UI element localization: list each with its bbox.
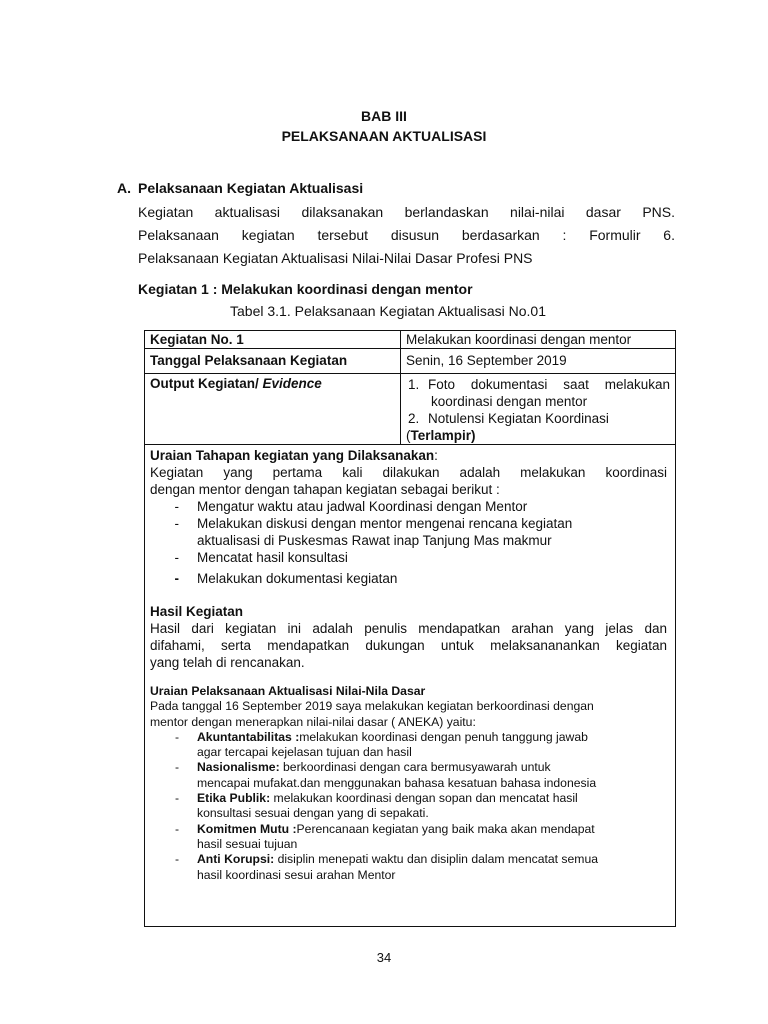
nilai-term: Komitmen Mutu : [197, 821, 297, 836]
attachment-note: Terlampir) [410, 428, 476, 443]
nilai-intro: mentor dengan menerapkan nilai-nilai dasar ( ANEKA) yaitu: [150, 714, 476, 729]
nilai-term: Etika Publik: [197, 791, 271, 806]
nilai-text: Perencanaan kegiatan yang baik maka akan mendapat [296, 821, 595, 836]
list-item: - Komitmen Mutu :Perencanaan kegiatan yang baik maka akan mendapat hasil sesuai tujuan [150, 822, 667, 853]
output-item-text: Foto dokumentasi saat melakukan [428, 377, 670, 392]
kegiatan-no-value: Melakukan koordinasi dengan mentor [401, 331, 676, 349]
paragraph-line: Kegiatan aktualisasi dilaksanakan berlandaskan nilai-nilai dasar PNS. [138, 204, 675, 220]
list-item: - Mengatur waktu atau jadwal Koordinasi dengan Mentor [174, 499, 528, 514]
list-item: - Melakukan dokumentasi kegiatan [174, 571, 398, 586]
list-item: - Melakukan diskusi dengan mentor mengenai rencana kegiatan aktualisasi di Puskesmas Rawat inap Tanjung Mas makmur [150, 515, 667, 549]
list-item: - Akuntantabilitas :melakukan koordinasi dengan penuh tanggung jawab agar tercapai kejelasan tujuan dan hasil [150, 730, 667, 761]
section-paragraph [138, 201, 675, 270]
table-row [145, 374, 676, 445]
table-row [145, 445, 676, 927]
uraian-intro: dengan mentor dengan tahapan kegiatan sebagai berikut : [150, 482, 500, 497]
section-letter: A. [117, 180, 131, 196]
chapter-number: BAB III [361, 108, 407, 124]
nilai-term: Anti Korupsi: [197, 852, 275, 867]
hasil-heading: Hasil Kegiatan [150, 604, 244, 619]
nilai-text: mencapai mufakat.dan menggunakan bahasa kesatuan bahasa indonesia [197, 775, 597, 790]
output-label-evidence: Evidence [262, 376, 322, 391]
table-row [145, 331, 676, 349]
uraian-heading: Uraian Tahapan kegiatan yang Dilaksanakan [150, 448, 435, 463]
output-label-text: Output Kegiatan/ [150, 376, 263, 391]
step-text: Mencatat hasil konsultasi [197, 550, 348, 565]
nilai-heading: Uraian Pelaksanaan Aktualisasi Nilai-Nila Dasar [150, 684, 426, 698]
list-item: - Nasionalisme: berkoordinasi dengan cara bermusyawarah untuk mencapai mufakat.dan menggunakan bahasa kesatuan bahasa indonesia [150, 760, 667, 791]
nilai-text: hasil koordinasi sesui arahan Mentor [197, 867, 396, 882]
tanggal-label: Tanggal Pelaksanaan Kegiatan [145, 349, 401, 374]
nilai-intro: Pada tanggal 16 September 2019 saya melakukan kegiatan berkoordinasi dengan [150, 699, 594, 714]
output-item [406, 376, 670, 393]
nilai-text: berkoordinasi dengan cara bermusyawarah untuk [279, 760, 551, 775]
step-text: Melakukan dokumentasi kegiatan [197, 571, 398, 586]
uraian-steps [150, 498, 667, 587]
paragraph-line: Pelaksanaan Kegiatan Aktualisasi Nilai-Nilai Dasar Profesi PNS [138, 250, 533, 266]
table-row [145, 349, 676, 374]
output-item [406, 410, 670, 427]
nilai-text: agar tercapai kejelasan tujuan dan hasil [197, 745, 412, 760]
nilai-text: konsultasi sesuai dengan yang di sepakati. [197, 806, 429, 821]
section-title: Pelaksanaan Kegiatan Aktualisasi [138, 180, 364, 196]
list-item: - Mencatat hasil konsultasi [174, 550, 348, 565]
chapter-title: PELAKSANAAN AKTUALISASI [281, 128, 487, 144]
uraian-heading-colon: : [434, 448, 438, 463]
nilai-term: Akuntantabilitas : [197, 729, 300, 744]
uraian-intro: Kegiatan yang pertama kali dilakukan adalah melakukan koordinasi [150, 465, 667, 480]
output-item-text: Notulensi Kegiatan Koordinasi [428, 411, 609, 426]
list-item: - Anti Korupsi: disiplin menepati waktu dan disiplin dalam mencatat semua hasil koordinasi sesui arahan Mentor [150, 852, 667, 883]
kegiatan-heading: Kegiatan 1 : Melakukan koordinasi dengan mentor [138, 281, 473, 297]
paragraph-line: Pelaksanaan kegiatan tersebut disusun berdasarkan : Formulir 6. [138, 227, 675, 243]
kegiatan-no-label: Kegiatan No. 1 [145, 331, 401, 349]
step-text: Melakukan diskusi dengan mentor mengenai rencana kegiatan aktualisasi di Puskesmas Rawat inap Tanjung Mas makmur [197, 516, 573, 548]
hasil-text: Hasil dari kegiatan ini adalah penulis mendapatkan arahan yang jelas dan [150, 621, 667, 636]
uraian-cell [145, 445, 676, 927]
nilai-text: disiplin menepati waktu dan disiplin dalam mencatat semua [274, 852, 599, 867]
nilai-term: Nasionalisme: [197, 760, 280, 775]
nilai-list [150, 730, 667, 883]
output-item-text: koordinasi dengan mentor [431, 394, 588, 409]
activity-table [144, 330, 676, 927]
hasil-text: difahami, serta mendapatkan dukungan untuk melaksananankan kegiatan [150, 638, 667, 653]
nilai-text: hasil sesuai tujuan [197, 836, 298, 851]
hasil-text: yang telah di rencanakan. [150, 655, 305, 670]
nilai-text: melakukan koordinasi dengan sopan dan mencatat hasil [270, 791, 578, 806]
attachment-paren: ( [406, 428, 411, 443]
step-text: Mengatur waktu atau jadwal Koordinasi dengan Mentor [197, 499, 528, 514]
tanggal-value: Senin, 16 September 2019 [401, 349, 676, 374]
output-item-number: 1. [408, 377, 420, 392]
page-number: 34 [376, 950, 392, 965]
output-label [145, 374, 401, 445]
output-value [401, 374, 676, 445]
list-item: - Etika Publik: melakukan koordinasi dengan sopan dan mencatat hasil konsultasi sesuai dengan yang di sepakati. [150, 791, 667, 822]
nilai-text: melakukan koordinasi dengan penuh tanggung jawab [299, 729, 588, 744]
table-caption: Tabel 3.1. Pelaksanaan Kegiatan Aktualisasi No.01 [230, 303, 546, 319]
output-item-number: 2. [408, 411, 420, 426]
